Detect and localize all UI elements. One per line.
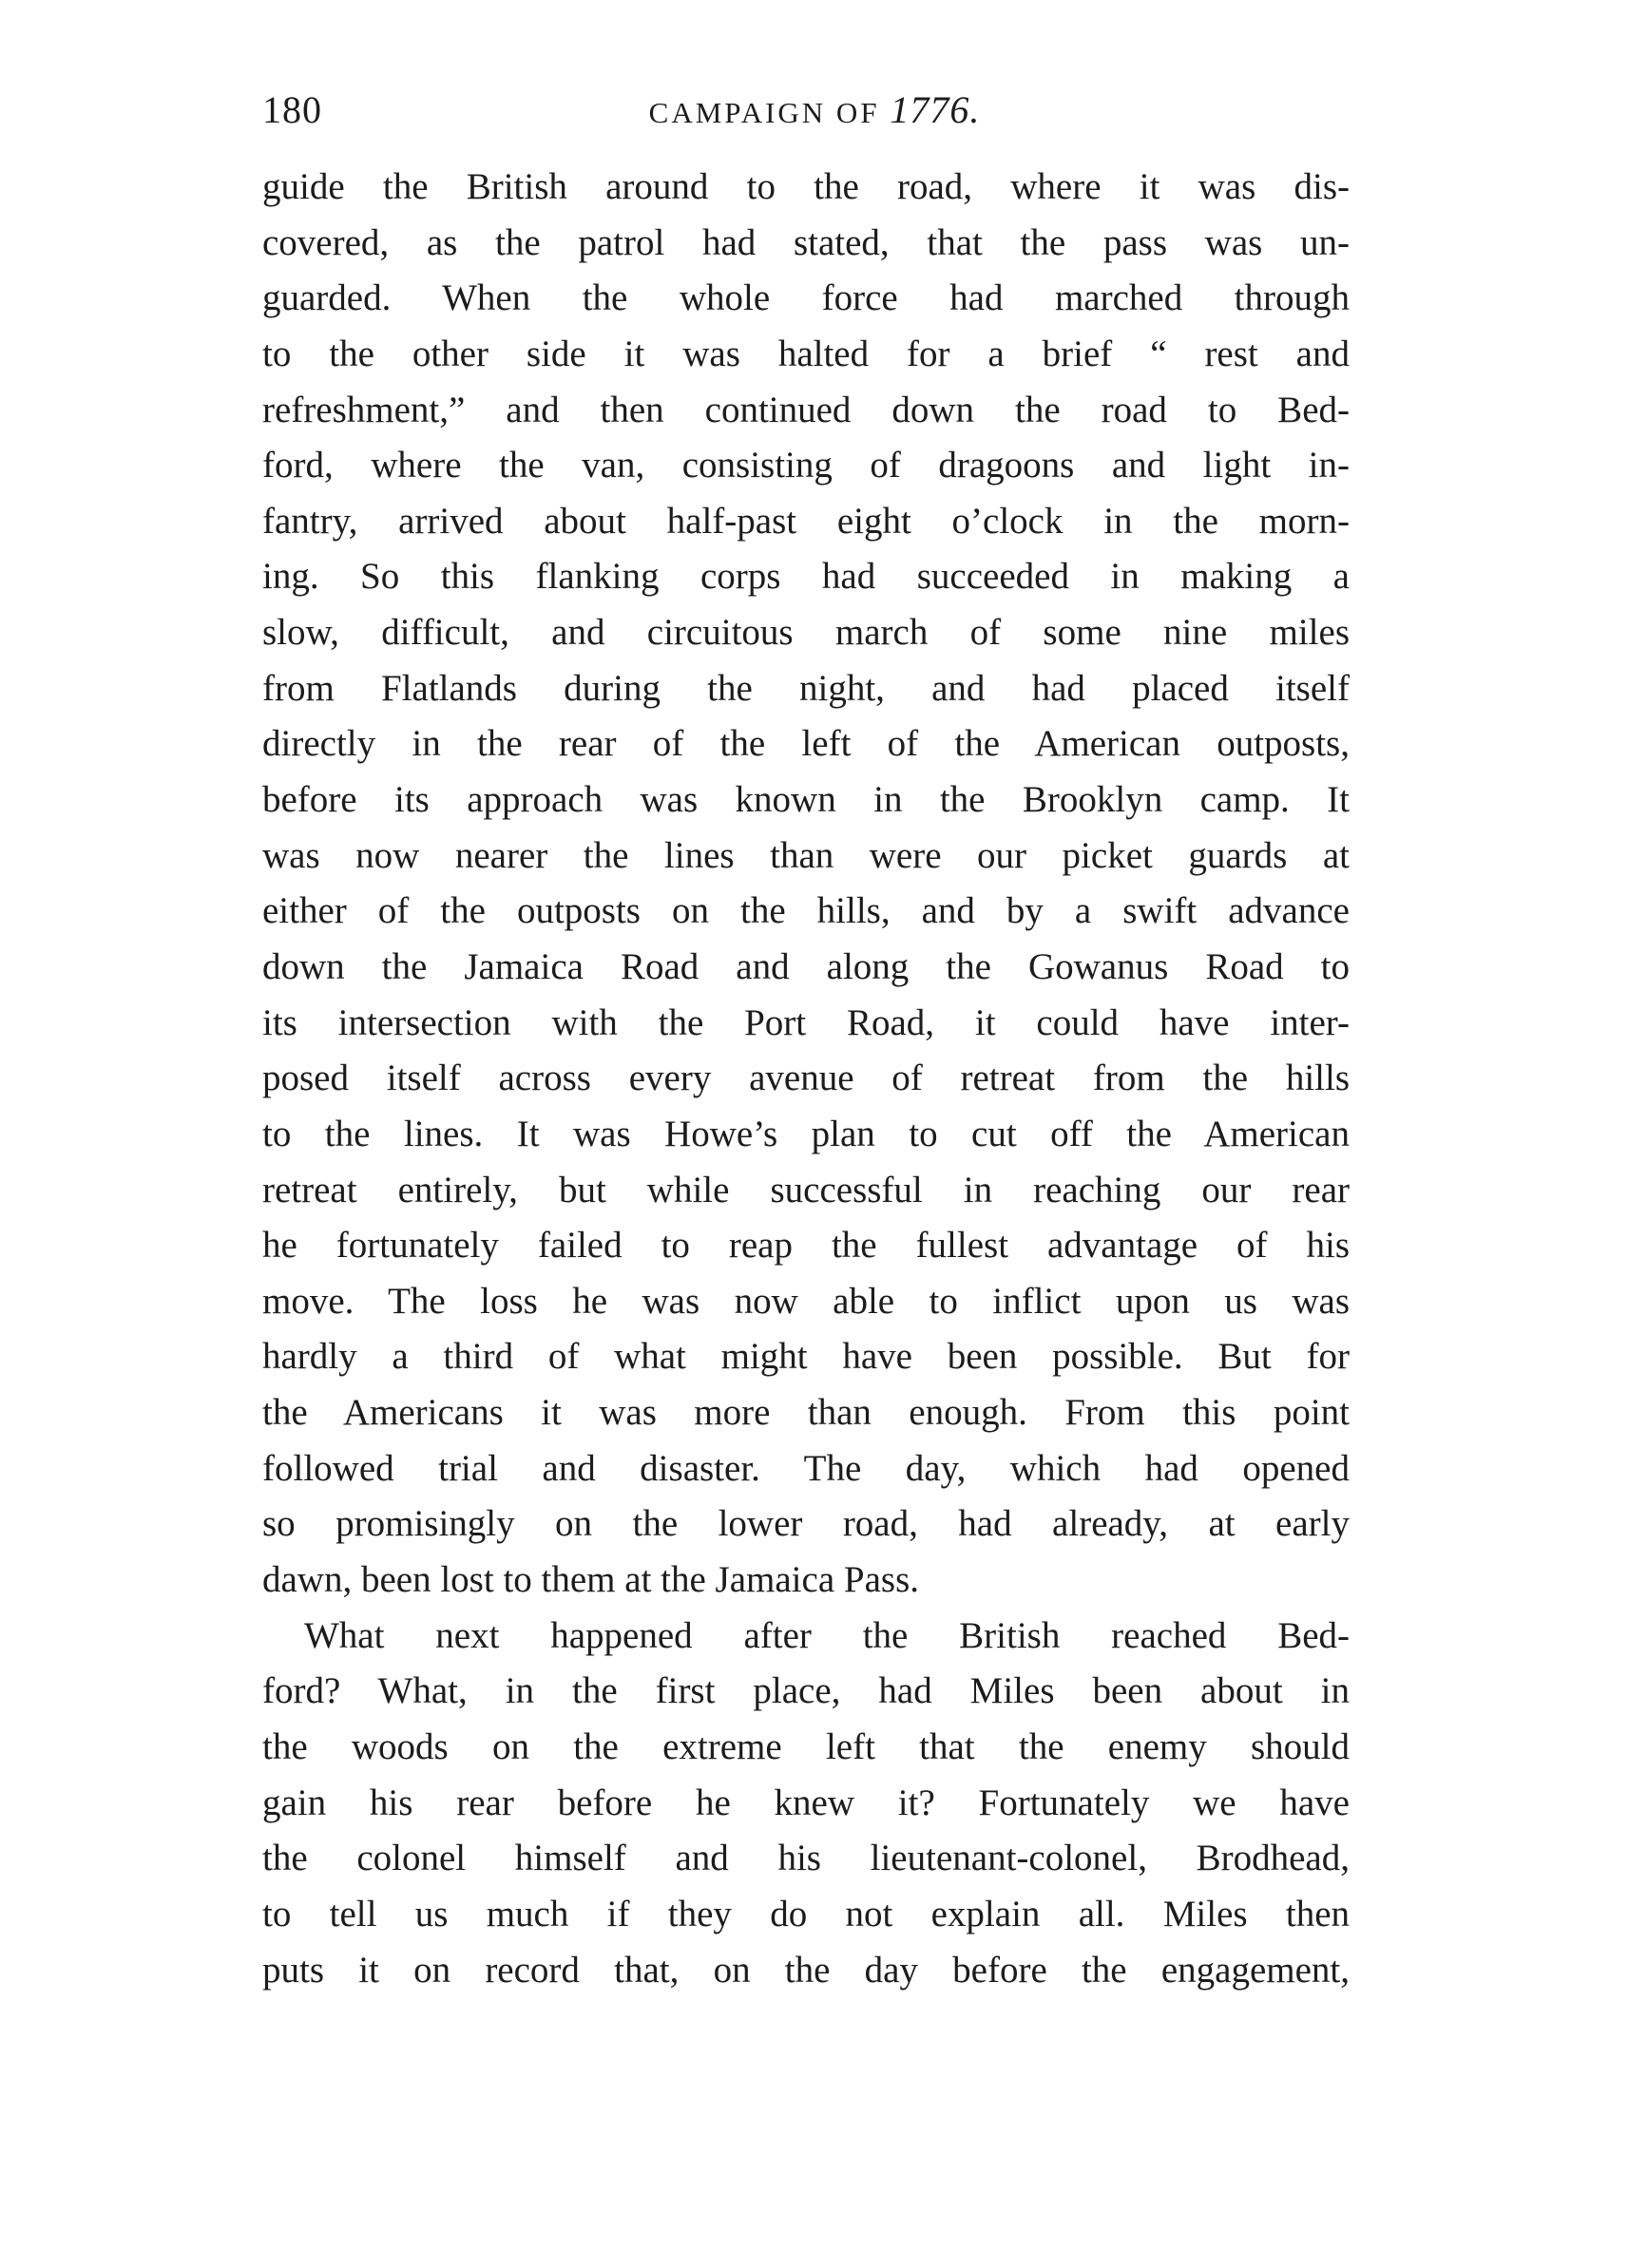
text-line: gain his rear before he knew it? Fortunately we have (262, 1782, 1350, 1823)
text-line: the Americans it was more than enough. From this point (262, 1392, 1350, 1434)
text-line: directly in the rear of the left of the American outposts, (262, 723, 1350, 765)
text-line: he fortunately failed to reap the fullest advantage of his (262, 1225, 1350, 1267)
text-line: guide the British around to the road, where it was dis- (262, 166, 1350, 207)
text-line: to the other side it was halted for a brief “ rest and (262, 333, 1350, 374)
text-line: retreat entirely, but while successful in reaching our rear (262, 1169, 1350, 1210)
text-line: ford? What, in the first place, had Miles been about in (262, 1670, 1350, 1712)
text-line: puts it on record that, on the day before the engagement, (262, 1949, 1350, 1991)
page-number: 180 (262, 88, 322, 131)
body-text (262, 160, 1350, 1998)
text-line: ford, where the van, consisting of dragoons and light in- (262, 445, 1350, 486)
text-line: dawn, been lost to them at the Jamaica Pass. (262, 1559, 919, 1601)
text-line: its intersection with the Port Road, it could have inter- (262, 1001, 1350, 1043)
text-line: down the Jamaica Road and along the Gowanus Road to (262, 945, 1350, 987)
text-line: posed itself across every avenue of retreat from the hills (262, 1058, 1350, 1099)
text-line: the woods on the extreme left that the enemy should (262, 1725, 1350, 1767)
text-line: so promisingly on the lower road, had already, at early (262, 1503, 1350, 1545)
text-line: either of the outposts on the hills, and by a swift advance (262, 890, 1350, 932)
text-line: fantry, arrived about half-past eight o’clock in the morn- (262, 500, 1350, 542)
text-line: from Flatlands during the night, and had placed itself (262, 667, 1350, 709)
text-line: guarded. When the whole force had marched through (262, 277, 1350, 319)
text-line: move. The loss he was now able to inflict upon us was (262, 1280, 1350, 1322)
text-line: ing. So this flanking corps had succeeded in making a (262, 556, 1350, 598)
text-line: the colonel himself and his lieutenant-colonel, Brodhead, (262, 1838, 1350, 1879)
text-line: slow, difficult, and circuitous march of some nine miles (262, 612, 1350, 654)
text-line: hardly a third of what might have been possible. But for (262, 1336, 1350, 1378)
paragraph-1 (262, 160, 1350, 1609)
running-head (0, 87, 1629, 136)
paragraph-2 (262, 1609, 1350, 1998)
text-line: What next happened after the British reached Bed- (304, 1614, 1350, 1656)
text-line: to tell us much if they do not explain all. Miles then (262, 1893, 1350, 1934)
text-line: covered, as the patrol had stated, that the pass was un- (262, 221, 1350, 263)
text-line: to the lines. It was Howe’s plan to cut off the American (262, 1113, 1350, 1154)
text-line: refreshment,” and then continued down the road to Bed- (262, 389, 1350, 430)
running-head-title: CAMPAIGN OF (648, 96, 891, 129)
running-head-year: 1776. (890, 88, 981, 131)
text-line: followed trial and disaster. The day, which had opened (262, 1447, 1350, 1489)
text-line: before its approach was known in the Brooklyn camp. It (262, 779, 1350, 821)
text-line: was now nearer the lines than were our picket guards at (262, 834, 1350, 876)
